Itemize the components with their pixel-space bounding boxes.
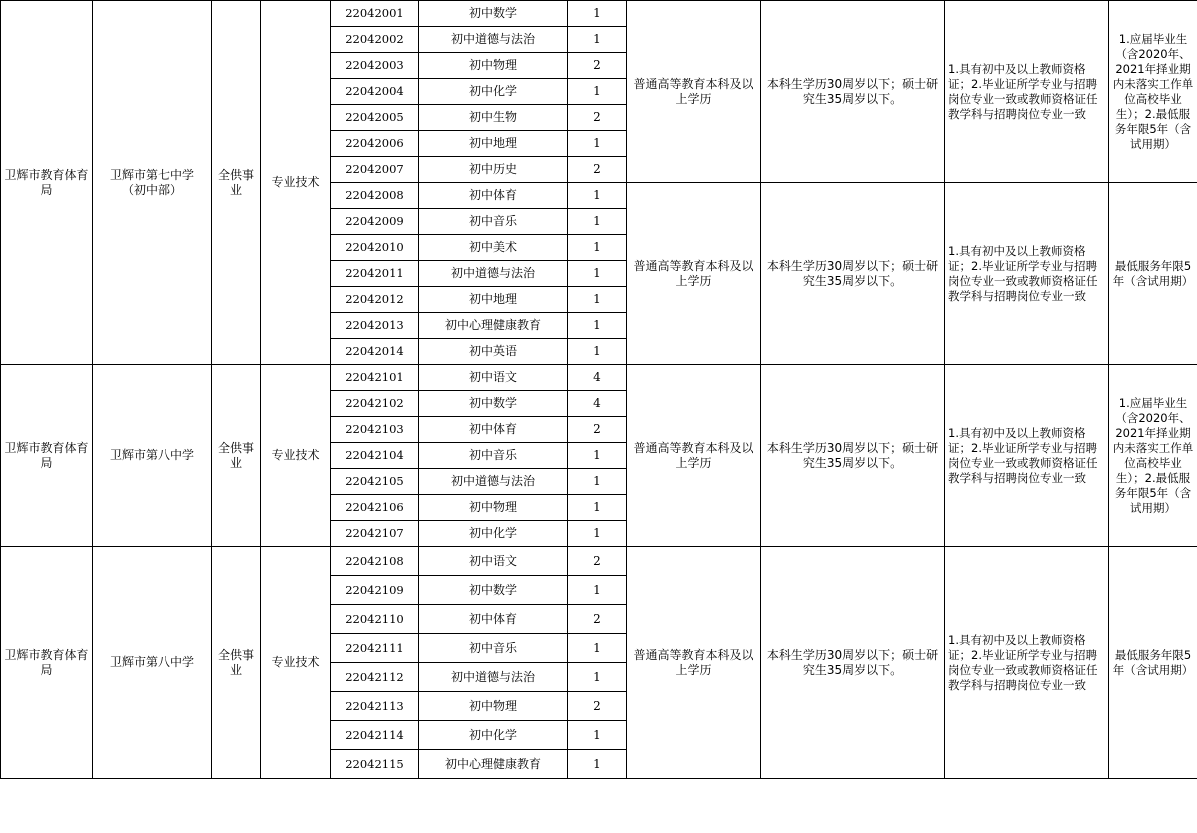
- category-cell: 专业技术: [261, 547, 331, 779]
- other-cell: 1.应届毕业生（含2020年、2021年择业期内未落实工作单位高校毕业生）；2.最低服务年限5年（含试用期）: [1109, 365, 1197, 547]
- other-cell: 1.应届毕业生（含2020年、2021年择业期内未落实工作单位高校毕业生）；2.最低服务年限5年（含试用期）: [1109, 1, 1197, 183]
- position-name-cell: 初中道德与法治: [419, 663, 568, 692]
- position-name-cell: 初中化学: [419, 721, 568, 750]
- position-code-cell: 22042003: [331, 53, 419, 79]
- position-code-cell: 22042102: [331, 391, 419, 417]
- position-code-cell: 22042106: [331, 495, 419, 521]
- education-cell: 普通高等教育本科及以上学历: [627, 365, 761, 547]
- unit-cell: 卫辉市教育体育局: [1, 365, 93, 547]
- position-name-cell: 初中地理: [419, 287, 568, 313]
- headcount-cell: 1: [568, 209, 627, 235]
- position-code-cell: 22042013: [331, 313, 419, 339]
- position-code-cell: 22042105: [331, 469, 419, 495]
- headcount-cell: 1: [568, 721, 627, 750]
- position-code-cell: 22042115: [331, 750, 419, 779]
- headcount-cell: 1: [568, 634, 627, 663]
- school-cell: 卫辉市第七中学 （初中部）: [93, 1, 212, 365]
- position-code-cell: 22042103: [331, 417, 419, 443]
- position-name-cell: 初中体育: [419, 417, 568, 443]
- position-name-cell: 初中体育: [419, 605, 568, 634]
- position-code-cell: 22042002: [331, 27, 419, 53]
- position-name-cell: 初中音乐: [419, 443, 568, 469]
- headcount-cell: 1: [568, 521, 627, 547]
- position-code-cell: 22042104: [331, 443, 419, 469]
- funding-cell: 全供事业: [212, 365, 261, 547]
- headcount-cell: 2: [568, 692, 627, 721]
- headcount-cell: 1: [568, 79, 627, 105]
- headcount-cell: 1: [568, 287, 627, 313]
- headcount-cell: 1: [568, 261, 627, 287]
- table-row: [1, 365, 1197, 391]
- requirement-cell: 1.具有初中及以上教师资格证；2.毕业证所学专业与招聘岗位专业一致或教师资格证任教学科与招聘岗位专业一致: [945, 547, 1109, 779]
- requirement-cell: 1.具有初中及以上教师资格证；2.毕业证所学专业与招聘岗位专业一致或教师资格证任教学科与招聘岗位专业一致: [945, 365, 1109, 547]
- position-code-cell: 22042113: [331, 692, 419, 721]
- funding-cell: 全供事业: [212, 547, 261, 779]
- age-cell: 本科生学历30周岁以下；硕士研究生35周岁以下。: [761, 1, 945, 183]
- position-name-cell: 初中心理健康教育: [419, 313, 568, 339]
- position-name-cell: 初中体育: [419, 183, 568, 209]
- position-name-cell: 初中语文: [419, 547, 568, 576]
- position-name-cell: 初中化学: [419, 79, 568, 105]
- category-cell: 专业技术: [261, 365, 331, 547]
- headcount-cell: 1: [568, 313, 627, 339]
- headcount-cell: 1: [568, 131, 627, 157]
- headcount-cell: 1: [568, 1, 627, 27]
- position-name-cell: 初中物理: [419, 495, 568, 521]
- position-code-cell: 22042012: [331, 287, 419, 313]
- position-name-cell: 初中语文: [419, 365, 568, 391]
- headcount-cell: 1: [568, 339, 627, 365]
- headcount-cell: 1: [568, 469, 627, 495]
- unit-cell: 卫辉市教育体育局: [1, 547, 93, 779]
- headcount-cell: 2: [568, 605, 627, 634]
- headcount-cell: 1: [568, 576, 627, 605]
- other-cell: 最低服务年限5年（含试用期）: [1109, 183, 1197, 365]
- position-code-cell: 22042107: [331, 521, 419, 547]
- position-name-cell: 初中心理健康教育: [419, 750, 568, 779]
- position-code-cell: 22042010: [331, 235, 419, 261]
- headcount-cell: 1: [568, 183, 627, 209]
- position-code-cell: 22042114: [331, 721, 419, 750]
- age-cell: 本科生学历30周岁以下；硕士研究生35周岁以下。: [761, 365, 945, 547]
- headcount-cell: 1: [568, 235, 627, 261]
- education-cell: 普通高等教育本科及以上学历: [627, 1, 761, 183]
- position-name-cell: 初中数学: [419, 391, 568, 417]
- headcount-cell: 2: [568, 53, 627, 79]
- position-name-cell: 初中生物: [419, 105, 568, 131]
- position-code-cell: 22042111: [331, 634, 419, 663]
- position-name-cell: 初中道德与法治: [419, 27, 568, 53]
- position-name-cell: 初中历史: [419, 157, 568, 183]
- position-name-cell: 初中数学: [419, 576, 568, 605]
- headcount-cell: 4: [568, 365, 627, 391]
- headcount-cell: 1: [568, 750, 627, 779]
- education-cell: 普通高等教育本科及以上学历: [627, 547, 761, 779]
- position-name-cell: 初中物理: [419, 53, 568, 79]
- headcount-cell: 2: [568, 417, 627, 443]
- headcount-cell: 1: [568, 27, 627, 53]
- requirement-cell: 1.具有初中及以上教师资格证；2.毕业证所学专业与招聘岗位专业一致或教师资格证任教学科与招聘岗位专业一致: [945, 1, 1109, 183]
- headcount-cell: 1: [568, 663, 627, 692]
- position-code-cell: 22042110: [331, 605, 419, 634]
- headcount-cell: 2: [568, 157, 627, 183]
- position-name-cell: 初中英语: [419, 339, 568, 365]
- position-code-cell: 22042001: [331, 1, 419, 27]
- position-name-cell: 初中音乐: [419, 634, 568, 663]
- position-code-cell: 22042004: [331, 79, 419, 105]
- position-name-cell: 初中道德与法治: [419, 261, 568, 287]
- position-code-cell: 22042006: [331, 131, 419, 157]
- position-name-cell: 初中数学: [419, 1, 568, 27]
- headcount-cell: 1: [568, 495, 627, 521]
- position-code-cell: 22042109: [331, 576, 419, 605]
- table-row: [1, 547, 1197, 576]
- school-cell: 卫辉市第八中学: [93, 365, 212, 547]
- position-code-cell: 22042112: [331, 663, 419, 692]
- position-code-cell: 22042108: [331, 547, 419, 576]
- position-name-cell: 初中美术: [419, 235, 568, 261]
- position-name-cell: 初中音乐: [419, 209, 568, 235]
- position-code-cell: 22042011: [331, 261, 419, 287]
- position-code-cell: 22042014: [331, 339, 419, 365]
- age-cell: 本科生学历30周岁以下；硕士研究生35周岁以下。: [761, 547, 945, 779]
- requirement-cell: 1.具有初中及以上教师资格证；2.毕业证所学专业与招聘岗位专业一致或教师资格证任教学科与招聘岗位专业一致: [945, 183, 1109, 365]
- category-cell: 专业技术: [261, 1, 331, 365]
- unit-cell: 卫辉市教育体育局: [1, 1, 93, 365]
- position-code-cell: 22042009: [331, 209, 419, 235]
- other-cell: 最低服务年限5年（含试用期）: [1109, 547, 1197, 779]
- position-name-cell: 初中化学: [419, 521, 568, 547]
- position-code-cell: 22042007: [331, 157, 419, 183]
- headcount-cell: 1: [568, 443, 627, 469]
- position-code-cell: 22042005: [331, 105, 419, 131]
- position-name-cell: 初中物理: [419, 692, 568, 721]
- position-code-cell: 22042008: [331, 183, 419, 209]
- age-cell: 本科生学历30周岁以下；硕士研究生35周岁以下。: [761, 183, 945, 365]
- table-row: [1, 1, 1197, 27]
- position-name-cell: 初中地理: [419, 131, 568, 157]
- position-name-cell: 初中道德与法治: [419, 469, 568, 495]
- position-code-cell: 22042101: [331, 365, 419, 391]
- headcount-cell: 2: [568, 105, 627, 131]
- headcount-cell: 2: [568, 547, 627, 576]
- school-cell: 卫辉市第八中学: [93, 547, 212, 779]
- headcount-cell: 4: [568, 391, 627, 417]
- funding-cell: 全供事业: [212, 1, 261, 365]
- education-cell: 普通高等教育本科及以上学历: [627, 183, 761, 365]
